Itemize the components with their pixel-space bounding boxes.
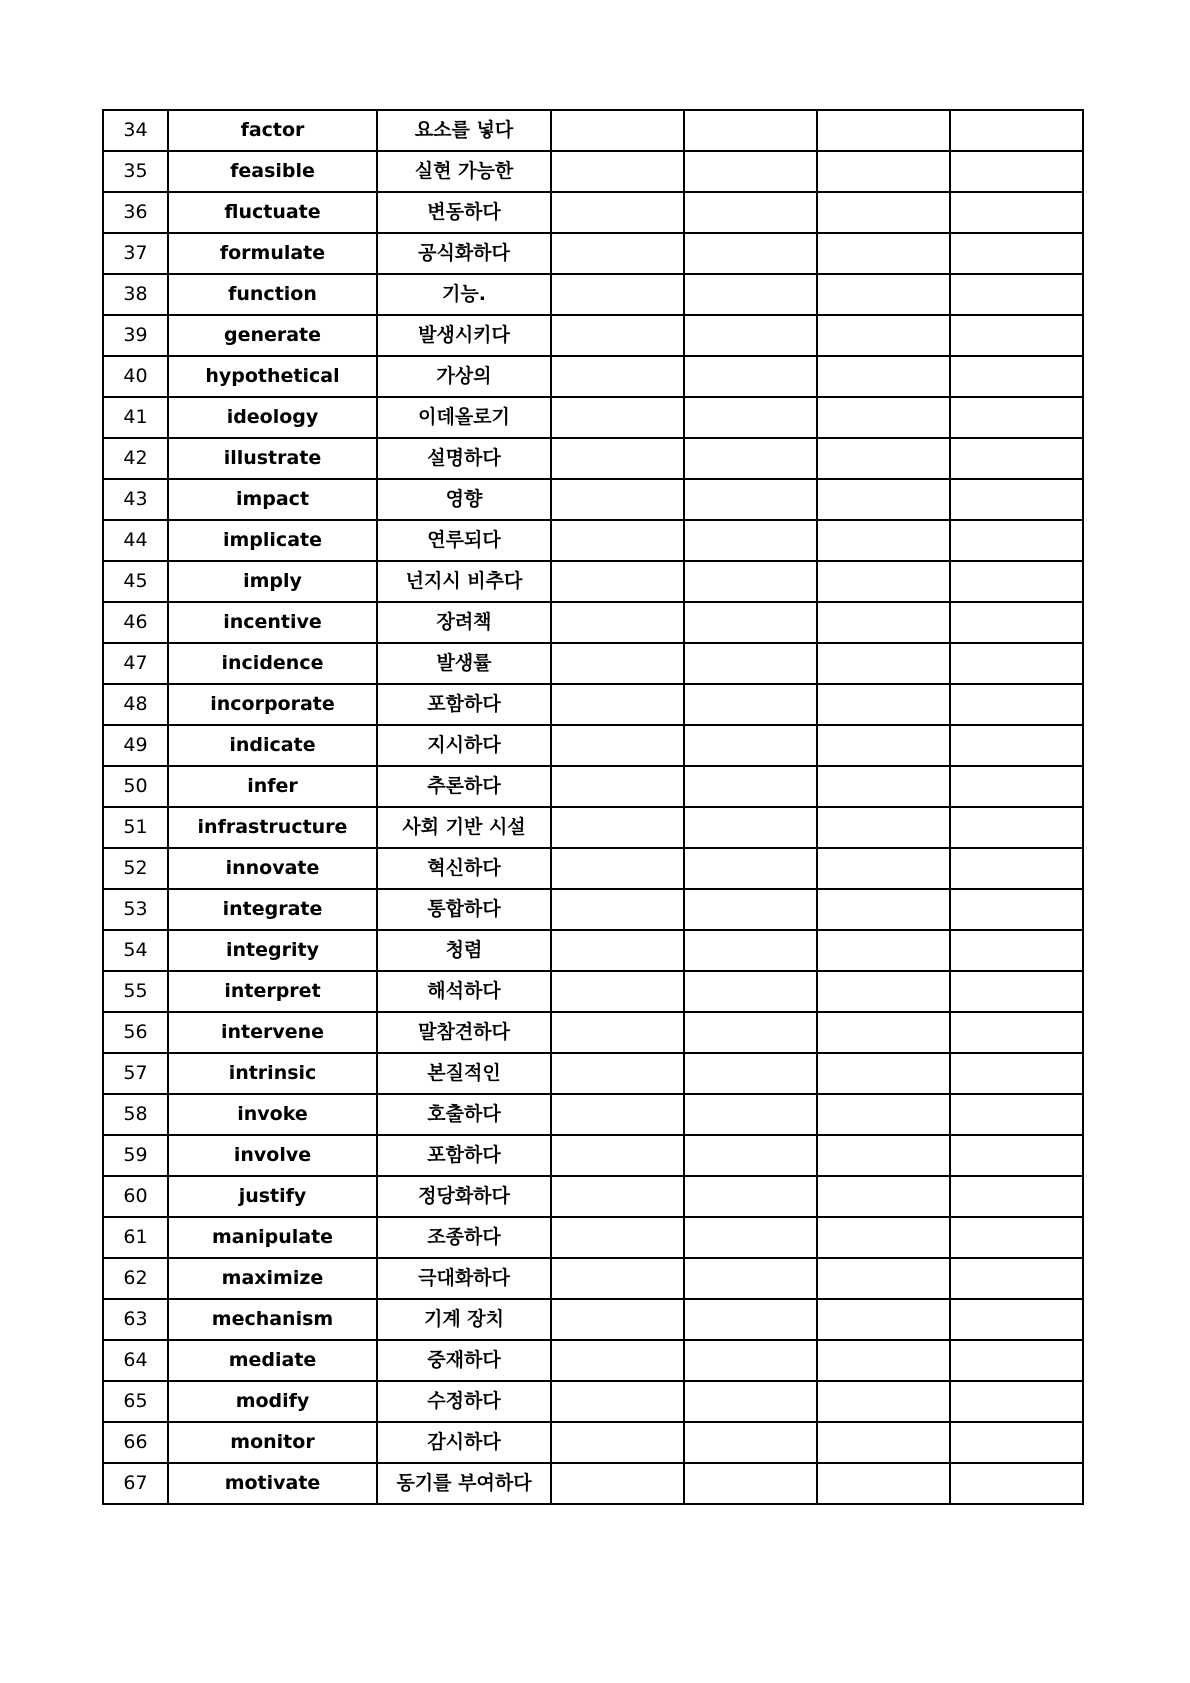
blank-cell bbox=[950, 643, 1083, 684]
table-row bbox=[103, 807, 1083, 848]
blank-cell bbox=[950, 971, 1083, 1012]
row-number: 34 bbox=[103, 110, 168, 151]
korean-meaning: 연루되다 bbox=[377, 520, 551, 561]
blank-cell bbox=[950, 602, 1083, 643]
blank-cell bbox=[684, 274, 817, 315]
blank-cell bbox=[950, 725, 1083, 766]
blank-cell bbox=[817, 192, 950, 233]
blank-cell bbox=[817, 274, 950, 315]
english-word: motivate bbox=[168, 1463, 377, 1504]
table-row bbox=[103, 1340, 1083, 1381]
table-row bbox=[103, 889, 1083, 930]
blank-cell bbox=[950, 561, 1083, 602]
korean-meaning: 요소를 넣다 bbox=[377, 110, 551, 151]
table-row bbox=[103, 684, 1083, 725]
blank-cell bbox=[551, 151, 684, 192]
blank-cell bbox=[950, 766, 1083, 807]
row-number: 48 bbox=[103, 684, 168, 725]
blank-cell bbox=[817, 233, 950, 274]
blank-cell bbox=[551, 1176, 684, 1217]
english-word: innovate bbox=[168, 848, 377, 889]
blank-cell bbox=[551, 1135, 684, 1176]
blank-cell bbox=[817, 930, 950, 971]
english-word: incentive bbox=[168, 602, 377, 643]
blank-cell bbox=[684, 1053, 817, 1094]
english-word: infrastructure bbox=[168, 807, 377, 848]
blank-cell bbox=[950, 315, 1083, 356]
blank-cell bbox=[551, 1340, 684, 1381]
table-row bbox=[103, 725, 1083, 766]
table-row bbox=[103, 479, 1083, 520]
blank-cell bbox=[950, 1176, 1083, 1217]
english-word: imply bbox=[168, 561, 377, 602]
english-word: manipulate bbox=[168, 1217, 377, 1258]
table-row bbox=[103, 274, 1083, 315]
row-number: 63 bbox=[103, 1299, 168, 1340]
blank-cell bbox=[684, 1135, 817, 1176]
blank-cell bbox=[551, 274, 684, 315]
blank-cell bbox=[817, 1381, 950, 1422]
korean-meaning: 영향 bbox=[377, 479, 551, 520]
row-number: 53 bbox=[103, 889, 168, 930]
english-word: integrity bbox=[168, 930, 377, 971]
table-row bbox=[103, 1299, 1083, 1340]
blank-cell bbox=[950, 1217, 1083, 1258]
table-row bbox=[103, 643, 1083, 684]
blank-cell bbox=[817, 151, 950, 192]
english-word: infer bbox=[168, 766, 377, 807]
blank-cell bbox=[684, 1463, 817, 1504]
blank-cell bbox=[950, 397, 1083, 438]
blank-cell bbox=[817, 397, 950, 438]
table-row bbox=[103, 1381, 1083, 1422]
blank-cell bbox=[551, 1053, 684, 1094]
korean-meaning: 발생시키다 bbox=[377, 315, 551, 356]
blank-cell bbox=[817, 479, 950, 520]
blank-cell bbox=[817, 438, 950, 479]
blank-cell bbox=[950, 520, 1083, 561]
blank-cell bbox=[950, 356, 1083, 397]
blank-cell bbox=[684, 192, 817, 233]
blank-cell bbox=[950, 889, 1083, 930]
blank-cell bbox=[817, 561, 950, 602]
blank-cell bbox=[817, 1299, 950, 1340]
table-row bbox=[103, 930, 1083, 971]
english-word: factor bbox=[168, 110, 377, 151]
table-row bbox=[103, 561, 1083, 602]
blank-cell bbox=[551, 520, 684, 561]
korean-meaning: 청렴 bbox=[377, 930, 551, 971]
row-number: 58 bbox=[103, 1094, 168, 1135]
blank-cell bbox=[551, 397, 684, 438]
blank-cell bbox=[551, 1299, 684, 1340]
blank-cell bbox=[684, 1381, 817, 1422]
korean-meaning: 기계 장치 bbox=[377, 1299, 551, 1340]
blank-cell bbox=[684, 889, 817, 930]
korean-meaning: 기능. bbox=[377, 274, 551, 315]
korean-meaning: 혁신하다 bbox=[377, 848, 551, 889]
table-row bbox=[103, 397, 1083, 438]
korean-meaning: 해석하다 bbox=[377, 971, 551, 1012]
blank-cell bbox=[817, 1340, 950, 1381]
blank-cell bbox=[684, 1340, 817, 1381]
blank-cell bbox=[950, 1094, 1083, 1135]
blank-cell bbox=[684, 602, 817, 643]
blank-cell bbox=[551, 602, 684, 643]
blank-cell bbox=[817, 1422, 950, 1463]
vocab-table bbox=[102, 109, 1084, 1505]
row-number: 42 bbox=[103, 438, 168, 479]
row-number: 56 bbox=[103, 1012, 168, 1053]
blank-cell bbox=[684, 110, 817, 151]
english-word: fluctuate bbox=[168, 192, 377, 233]
english-word: intrinsic bbox=[168, 1053, 377, 1094]
blank-cell bbox=[950, 1258, 1083, 1299]
blank-cell bbox=[551, 643, 684, 684]
blank-cell bbox=[684, 1422, 817, 1463]
table-row bbox=[103, 766, 1083, 807]
blank-cell bbox=[684, 397, 817, 438]
table-row bbox=[103, 356, 1083, 397]
blank-cell bbox=[551, 1258, 684, 1299]
english-word: ideology bbox=[168, 397, 377, 438]
english-word: generate bbox=[168, 315, 377, 356]
blank-cell bbox=[684, 520, 817, 561]
row-number: 52 bbox=[103, 848, 168, 889]
blank-cell bbox=[551, 192, 684, 233]
row-number: 59 bbox=[103, 1135, 168, 1176]
korean-meaning: 본질적인 bbox=[377, 1053, 551, 1094]
table-row bbox=[103, 602, 1083, 643]
table-row bbox=[103, 192, 1083, 233]
table-row bbox=[103, 1094, 1083, 1135]
row-number: 55 bbox=[103, 971, 168, 1012]
blank-cell bbox=[950, 684, 1083, 725]
english-word: monitor bbox=[168, 1422, 377, 1463]
blank-cell bbox=[551, 971, 684, 1012]
korean-meaning: 감시하다 bbox=[377, 1422, 551, 1463]
blank-cell bbox=[950, 274, 1083, 315]
row-number: 60 bbox=[103, 1176, 168, 1217]
blank-cell bbox=[950, 1135, 1083, 1176]
blank-cell bbox=[684, 930, 817, 971]
blank-cell bbox=[817, 1053, 950, 1094]
table-row bbox=[103, 848, 1083, 889]
blank-cell bbox=[684, 479, 817, 520]
blank-cell bbox=[950, 151, 1083, 192]
english-word: feasible bbox=[168, 151, 377, 192]
blank-cell bbox=[551, 848, 684, 889]
english-word: mediate bbox=[168, 1340, 377, 1381]
korean-meaning: 지시하다 bbox=[377, 725, 551, 766]
blank-cell bbox=[551, 233, 684, 274]
blank-cell bbox=[684, 233, 817, 274]
english-word: illustrate bbox=[168, 438, 377, 479]
korean-meaning: 통합하다 bbox=[377, 889, 551, 930]
blank-cell bbox=[684, 315, 817, 356]
blank-cell bbox=[817, 520, 950, 561]
english-word: modify bbox=[168, 1381, 377, 1422]
english-word: implicate bbox=[168, 520, 377, 561]
blank-cell bbox=[950, 1463, 1083, 1504]
blank-cell bbox=[817, 643, 950, 684]
blank-cell bbox=[551, 438, 684, 479]
english-word: involve bbox=[168, 1135, 377, 1176]
korean-meaning: 동기를 부여하다 bbox=[377, 1463, 551, 1504]
korean-meaning: 발생률 bbox=[377, 643, 551, 684]
english-word: interpret bbox=[168, 971, 377, 1012]
row-number: 38 bbox=[103, 274, 168, 315]
blank-cell bbox=[551, 684, 684, 725]
blank-cell bbox=[817, 1217, 950, 1258]
english-word: formulate bbox=[168, 233, 377, 274]
blank-cell bbox=[684, 971, 817, 1012]
blank-cell bbox=[950, 110, 1083, 151]
blank-cell bbox=[684, 1094, 817, 1135]
blank-cell bbox=[551, 1381, 684, 1422]
blank-cell bbox=[817, 725, 950, 766]
blank-cell bbox=[950, 1340, 1083, 1381]
blank-cell bbox=[684, 725, 817, 766]
row-number: 51 bbox=[103, 807, 168, 848]
korean-meaning: 말참견하다 bbox=[377, 1012, 551, 1053]
blank-cell bbox=[950, 479, 1083, 520]
blank-cell bbox=[684, 438, 817, 479]
english-word: justify bbox=[168, 1176, 377, 1217]
english-word: incidence bbox=[168, 643, 377, 684]
blank-cell bbox=[950, 438, 1083, 479]
row-number: 50 bbox=[103, 766, 168, 807]
blank-cell bbox=[551, 356, 684, 397]
table-row bbox=[103, 110, 1083, 151]
blank-cell bbox=[817, 889, 950, 930]
blank-cell bbox=[551, 725, 684, 766]
row-number: 62 bbox=[103, 1258, 168, 1299]
blank-cell bbox=[684, 561, 817, 602]
row-number: 47 bbox=[103, 643, 168, 684]
row-number: 39 bbox=[103, 315, 168, 356]
korean-meaning: 정당화하다 bbox=[377, 1176, 551, 1217]
blank-cell bbox=[817, 766, 950, 807]
blank-cell bbox=[551, 479, 684, 520]
korean-meaning: 설명하다 bbox=[377, 438, 551, 479]
blank-cell bbox=[684, 807, 817, 848]
korean-meaning: 조종하다 bbox=[377, 1217, 551, 1258]
blank-cell bbox=[551, 1422, 684, 1463]
blank-cell bbox=[817, 848, 950, 889]
row-number: 46 bbox=[103, 602, 168, 643]
row-number: 37 bbox=[103, 233, 168, 274]
blank-cell bbox=[950, 1012, 1083, 1053]
blank-cell bbox=[684, 766, 817, 807]
blank-cell bbox=[551, 1217, 684, 1258]
blank-cell bbox=[817, 1176, 950, 1217]
blank-cell bbox=[817, 1258, 950, 1299]
blank-cell bbox=[684, 1299, 817, 1340]
blank-cell bbox=[950, 1053, 1083, 1094]
blank-cell bbox=[551, 1012, 684, 1053]
korean-meaning: 이데올로기 bbox=[377, 397, 551, 438]
blank-cell bbox=[817, 315, 950, 356]
row-number: 36 bbox=[103, 192, 168, 233]
row-number: 40 bbox=[103, 356, 168, 397]
english-word: function bbox=[168, 274, 377, 315]
table-row bbox=[103, 1422, 1083, 1463]
korean-meaning: 넌지시 비추다 bbox=[377, 561, 551, 602]
table-row bbox=[103, 1012, 1083, 1053]
table-row bbox=[103, 315, 1083, 356]
table-row bbox=[103, 233, 1083, 274]
korean-meaning: 공식화하다 bbox=[377, 233, 551, 274]
blank-cell bbox=[817, 684, 950, 725]
blank-cell bbox=[551, 110, 684, 151]
blank-cell bbox=[950, 930, 1083, 971]
english-word: incorporate bbox=[168, 684, 377, 725]
korean-meaning: 포함하다 bbox=[377, 684, 551, 725]
korean-meaning: 실현 가능한 bbox=[377, 151, 551, 192]
blank-cell bbox=[817, 1463, 950, 1504]
blank-cell bbox=[551, 1094, 684, 1135]
blank-cell bbox=[950, 1381, 1083, 1422]
row-number: 54 bbox=[103, 930, 168, 971]
blank-cell bbox=[817, 1012, 950, 1053]
blank-cell bbox=[684, 1258, 817, 1299]
korean-meaning: 사회 기반 시설 bbox=[377, 807, 551, 848]
table-row bbox=[103, 520, 1083, 561]
table-row bbox=[103, 438, 1083, 479]
table-row bbox=[103, 1053, 1083, 1094]
blank-cell bbox=[684, 1176, 817, 1217]
english-word: maximize bbox=[168, 1258, 377, 1299]
blank-cell bbox=[684, 151, 817, 192]
table-row bbox=[103, 1176, 1083, 1217]
blank-cell bbox=[817, 356, 950, 397]
blank-cell bbox=[950, 233, 1083, 274]
blank-cell bbox=[817, 807, 950, 848]
blank-cell bbox=[684, 1217, 817, 1258]
korean-meaning: 추론하다 bbox=[377, 766, 551, 807]
blank-cell bbox=[950, 192, 1083, 233]
blank-cell bbox=[684, 356, 817, 397]
table-row bbox=[103, 1463, 1083, 1504]
korean-meaning: 중재하다 bbox=[377, 1340, 551, 1381]
row-number: 67 bbox=[103, 1463, 168, 1504]
row-number: 65 bbox=[103, 1381, 168, 1422]
english-word: hypothetical bbox=[168, 356, 377, 397]
row-number: 35 bbox=[103, 151, 168, 192]
blank-cell bbox=[817, 602, 950, 643]
korean-meaning: 포함하다 bbox=[377, 1135, 551, 1176]
blank-cell bbox=[551, 561, 684, 602]
english-word: impact bbox=[168, 479, 377, 520]
blank-cell bbox=[551, 1463, 684, 1504]
blank-cell bbox=[817, 1135, 950, 1176]
blank-cell bbox=[817, 1094, 950, 1135]
blank-cell bbox=[684, 684, 817, 725]
row-number: 66 bbox=[103, 1422, 168, 1463]
blank-cell bbox=[684, 848, 817, 889]
table-row bbox=[103, 971, 1083, 1012]
row-number: 41 bbox=[103, 397, 168, 438]
blank-cell bbox=[950, 1299, 1083, 1340]
english-word: invoke bbox=[168, 1094, 377, 1135]
korean-meaning: 극대화하다 bbox=[377, 1258, 551, 1299]
table-row bbox=[103, 1258, 1083, 1299]
blank-cell bbox=[551, 315, 684, 356]
row-number: 57 bbox=[103, 1053, 168, 1094]
row-number: 49 bbox=[103, 725, 168, 766]
table-row bbox=[103, 1135, 1083, 1176]
korean-meaning: 수정하다 bbox=[377, 1381, 551, 1422]
blank-cell bbox=[950, 1422, 1083, 1463]
blank-cell bbox=[551, 930, 684, 971]
korean-meaning: 변동하다 bbox=[377, 192, 551, 233]
english-word: integrate bbox=[168, 889, 377, 930]
blank-cell bbox=[551, 766, 684, 807]
blank-cell bbox=[551, 889, 684, 930]
blank-cell bbox=[684, 1012, 817, 1053]
blank-cell bbox=[817, 110, 950, 151]
row-number: 45 bbox=[103, 561, 168, 602]
blank-cell bbox=[950, 807, 1083, 848]
row-number: 64 bbox=[103, 1340, 168, 1381]
table-row bbox=[103, 151, 1083, 192]
row-number: 61 bbox=[103, 1217, 168, 1258]
blank-cell bbox=[950, 848, 1083, 889]
english-word: mechanism bbox=[168, 1299, 377, 1340]
english-word: indicate bbox=[168, 725, 377, 766]
english-word: intervene bbox=[168, 1012, 377, 1053]
blank-cell bbox=[817, 971, 950, 1012]
korean-meaning: 장려책 bbox=[377, 602, 551, 643]
table-row bbox=[103, 1217, 1083, 1258]
blank-cell bbox=[551, 807, 684, 848]
row-number: 43 bbox=[103, 479, 168, 520]
blank-cell bbox=[684, 643, 817, 684]
vocab-table-body bbox=[103, 110, 1083, 1504]
korean-meaning: 호출하다 bbox=[377, 1094, 551, 1135]
row-number: 44 bbox=[103, 520, 168, 561]
korean-meaning: 가상의 bbox=[377, 356, 551, 397]
